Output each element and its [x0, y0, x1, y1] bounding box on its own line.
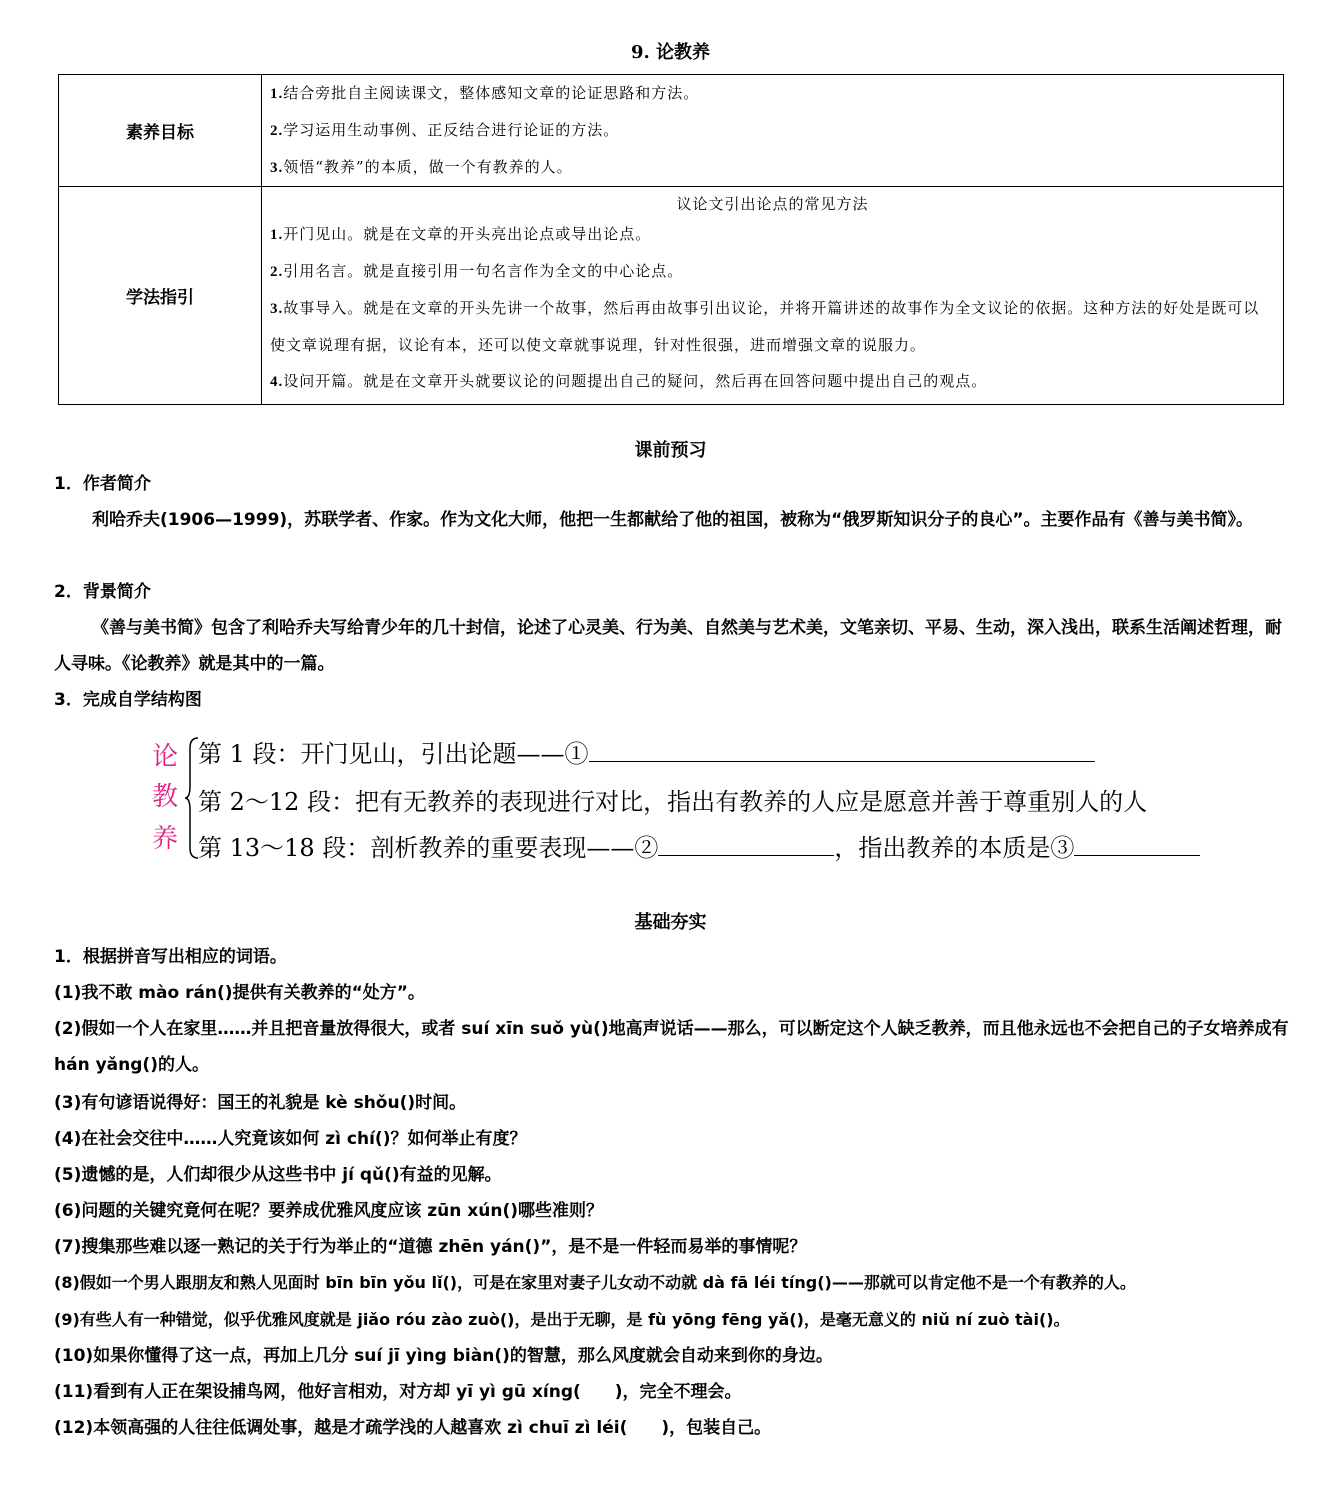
question-item: (11)看到有人正在架设捕鸟网，他好言相劝，对方却 yī yì gū xíng( )，完全不理会。	[54, 1382, 742, 1402]
structure-root-char: 论	[152, 742, 179, 772]
item3-title: 3．完成自学结构图	[54, 690, 202, 710]
section-title-preview: 课前预习	[634, 440, 707, 461]
structure-line-3: 第 13～18 段：剖析教养的重要表现——② ，指出教养的本质是③	[198, 828, 1200, 863]
question-item: (7)搜集那些难以逐一熟记的关于行为举止的“道德 zhēn yán()”，是不是一件轻而易举的事情呢？	[54, 1237, 807, 1257]
question-item: (1)我不敢 mào rán()提供有关教养的“处方”。	[54, 983, 425, 1003]
question-item: (9)有些人有一种错觉，似乎优雅风度就是 jiǎo róu zào zuò()，是出于无聊，是 fù yōng fēng yǎ()，是毫无意义的 niǔ ní zuò tài()。	[54, 1310, 1070, 1329]
method-content	[262, 187, 1284, 405]
structure-line-1: 第 1 段：开门见山，引出论题——①	[198, 734, 1095, 769]
question-item: (3)有句谚语说得好：国王的礼貌是 kè shǒu()时间。	[54, 1093, 467, 1113]
question-item: (10)如果你懂得了这一点，再加上几分 suí jī yìng biàn()的智慧，那么风度就会自动来到你的身边。	[54, 1346, 833, 1366]
question-item: (12)本领高强的人往往低调处事，越是才疏学浅的人越喜欢 zì chuī zì léi( )，包装自己。	[54, 1418, 772, 1438]
structure-diagram	[150, 730, 1250, 860]
item1-text: 利哈乔夫(1906—1999)，苏联学者、作家。作为文化大师，他把一生都献给了他的祖国，被称为“俄罗斯知识分子的良心”。主要作品有《善与美书简》。	[92, 510, 1254, 530]
goals-table	[58, 74, 1284, 405]
item1-title: 1．作者简介	[54, 474, 151, 494]
method-item: 2.引用名言。就是直接引用一句名言作为全文的中心论点。	[270, 261, 684, 280]
answer-blank-3[interactable]	[1074, 855, 1200, 856]
method-item: 4.设问开篇。就是在文章开头就要议论的问题提出自己的疑问，然后再在回答问题中提出自己的观点。	[270, 371, 988, 390]
goal-item: 1.结合旁批自主阅读课文，整体感知文章的论证思路和方法。	[270, 84, 700, 102]
structure-root-char: 教	[152, 782, 179, 812]
goals-label: 素养目标	[59, 75, 262, 187]
question-item: (6)问题的关键究竟何在呢？要养成优雅风度应该 zūn xún()哪些准则？	[54, 1201, 604, 1221]
question-item: (4)在社会交往中……人究竟该如何 zì chí()？如何举止有度？	[54, 1129, 527, 1149]
item2-text: 《善与美书简》包含了利哈乔夫写给青少年的几十封信，论述了心灵美、行为美、自然美与艺术美，文笔亲切、平易、生动，深入浅出，联系生活阐述哲理，耐人寻味。《论教养》就是其中的一篇。	[54, 618, 1282, 674]
method-item: 1.开门见山。就是在文章的开头亮出论点或导出论点。	[270, 224, 652, 243]
structure-line-2: 第 2～12 段：把有无教养的表现进行对比，指出有教养的人应是愿意并善于尊重别人的人	[198, 788, 1148, 816]
question-item: (8)假如一个男人跟朋友和熟人见面时 bīn bīn yǒu lǐ()，可是在家里对妻子儿女动不动就 dà fā léi tíng()——那就可以肯定他不是一个有教养的人。	[54, 1273, 1136, 1292]
method-label: 学法指引	[59, 187, 262, 405]
structure-root-char: 养	[152, 824, 179, 854]
method-item: 3.故事导入。就是在文章的开头先讲一个故事，然后再由故事引出议论，并将开篇讲述的故事作为全文议论的依据。这种方法的好处是既可以使文章说理有据，议论有本，还可以使文章就事说理，针对性很强，进而增强文章的说服力。	[270, 298, 1260, 354]
method-subtitle: 议论文引出论点的常见方法	[676, 194, 869, 213]
section-title-basics: 基础夯实	[634, 912, 707, 933]
goal-item: 2.学习运用生动事例、正反结合进行论证的方法。	[270, 121, 620, 139]
answer-blank-1[interactable]	[589, 761, 1095, 762]
page-title: 9. 论教养	[630, 42, 711, 63]
question-item: (5)遗憾的是，人们却很少从这些书中 jí qǔ()有益的见解。	[54, 1165, 502, 1185]
basics-intro: 1．根据拼音写出相应的词语。	[54, 947, 287, 967]
item2-title: 2．背景简介	[54, 582, 151, 602]
goals-content	[262, 75, 1284, 187]
answer-blank-2[interactable]	[658, 855, 834, 856]
goal-item: 3.领悟“教养”的本质，做一个有教养的人。	[270, 158, 573, 176]
question-item: (2)假如一个人在家里……并且把音量放得很大，或者 suí xīn suǒ yù()地高声说话——那么，可以断定这个人缺乏教养，而且他永远也不会把自己的子女培养成有 hán yǎng()的人。	[54, 1019, 1289, 1075]
